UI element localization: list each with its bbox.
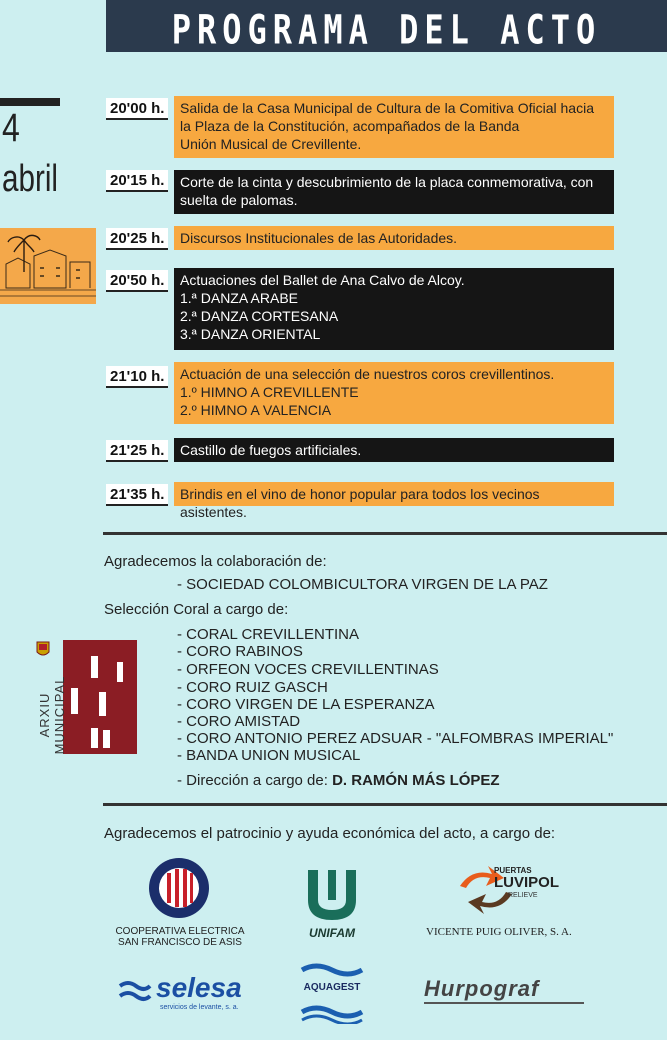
choir-item: - CORO AMISTAD [177, 713, 301, 730]
event-line: Castillo de fuegos artificiales. [180, 442, 362, 458]
event-line: 1.ª DANZA ARABE [180, 290, 299, 306]
archive-logo-text: ARXIU MUNICIPAL [37, 675, 67, 755]
choir-item: - CORO RUIZ GASCH [177, 679, 328, 696]
aquagest-name: AQUAGEST [303, 982, 361, 993]
header-banner [106, 0, 667, 52]
cooperativa-line: COOPERATIVA ELECTRICA [115, 926, 245, 937]
choir-item: - CORAL CREVILLENTINA [177, 626, 359, 643]
coral-heading: Selección Coral a cargo de: [104, 601, 289, 618]
date-month: abril [2, 158, 59, 200]
collab-heading: Agradecemos la colaboración de: [104, 553, 327, 570]
arxiu-municipal-logo [33, 640, 143, 758]
event-line: 1.º HIMNO A CREVILLENTE [180, 384, 359, 400]
schedule-event [174, 96, 614, 158]
cooperativa-name [112, 926, 248, 948]
event-line: Unión Musical de Crevillente. [180, 136, 362, 152]
hurpograf-underline [424, 1002, 584, 1004]
schedule-time: 21'10 h. [106, 366, 168, 388]
event-line: la Plaza de la Constitución, acompañados de la Banda [180, 118, 520, 134]
event-line: Discursos Institucionales de las Autoridades. [180, 230, 458, 246]
schedule-event [174, 226, 614, 250]
unifam-name: UNIFAM [309, 926, 355, 940]
schedule-time: 20'15 h. [106, 170, 168, 192]
event-line: 3.ª DANZA ORIENTAL [180, 326, 321, 342]
event-line: Salida de la Casa Municipal de Cultura de la Comitiva Oficial hacia [180, 100, 594, 116]
event-line: suelta de palomas. [180, 192, 298, 208]
event-line: Brindis en el vino de honor popular para todos los vecinos asistentes. [180, 486, 540, 520]
schedule-time: 20'50 h. [106, 270, 168, 292]
schedule-event [174, 482, 614, 520]
direction-line [177, 772, 500, 789]
schedule-time: 20'25 h. [106, 228, 168, 250]
schedule-event [174, 268, 614, 350]
choir-item: - CORO RABINOS [177, 643, 303, 660]
schedule-time: 20'00 h. [106, 98, 168, 120]
choir-item: - ORFEON VOCES CREVILLENTINAS [177, 661, 439, 678]
cooperativa-logo-icon [148, 857, 210, 919]
schedule-event [174, 438, 614, 462]
choir-item: - CORO VIRGEN DE LA ESPERANZA [177, 696, 435, 713]
sponsors-heading: Agradecemos el patrocinio y ayuda económica del acto, a cargo de: [104, 825, 556, 842]
event-line: Actuaciones del Ballet de Ana Calvo de Alcoy. [180, 272, 465, 288]
schedule-time: 21'35 h. [106, 484, 168, 506]
hurpograf-name: Hurpograf [424, 976, 540, 1001]
event-line: Actuación de una selección de nuestros coros crevillentinos. [180, 366, 555, 382]
schedule-time: 21'25 h. [106, 440, 168, 462]
direction-prefix: - Dirección a cargo de: [177, 772, 328, 789]
date-day: 4 [2, 106, 20, 150]
unifam-logo-icon [304, 866, 360, 922]
town-sketch-image [0, 228, 96, 304]
choir-item: - CORO ANTONIO PEREZ ADSUAR - "ALFOMBRAS IMPERIAL" [177, 730, 614, 747]
selesa-logo-icon [118, 980, 152, 1002]
choir-item: - BANDA UNION MUSICAL [177, 747, 361, 764]
luvipol-name: LUVIPOL [494, 874, 560, 891]
aquagest-logo-icon [300, 962, 364, 1024]
schedule-event [174, 170, 614, 214]
event-line: 2.º HIMNO A VALENCIA [180, 402, 332, 418]
date-bar [0, 98, 60, 106]
section-divider [103, 532, 667, 535]
section-divider [103, 803, 667, 806]
selesa-name: selesa [156, 972, 242, 1003]
cooperativa-line: SAN FRANCISCO DE ASIS [118, 937, 242, 948]
event-line: Corte de la cinta y descubrimiento de la placa conmemorativa, con [180, 174, 594, 190]
luvipol-top: PUERTAS [494, 866, 532, 875]
collab-society: - SOCIEDAD COLOMBICULTORA VIRGEN DE LA PAZ [177, 576, 548, 593]
event-line: 2.ª DANZA CORTESANA [180, 308, 339, 324]
page-title: PROGRAMA DEL ACTO [171, 6, 602, 54]
director-name: D. RAMÓN MÁS LÓPEZ [332, 772, 500, 789]
luvipol-sub: RELIEVE [508, 892, 538, 899]
vicente-name: VICENTE PUIG OLIVER, S. A. [426, 926, 572, 938]
schedule-event [174, 362, 614, 424]
selesa-sub: servicios de levante, s. a. [160, 1004, 239, 1011]
